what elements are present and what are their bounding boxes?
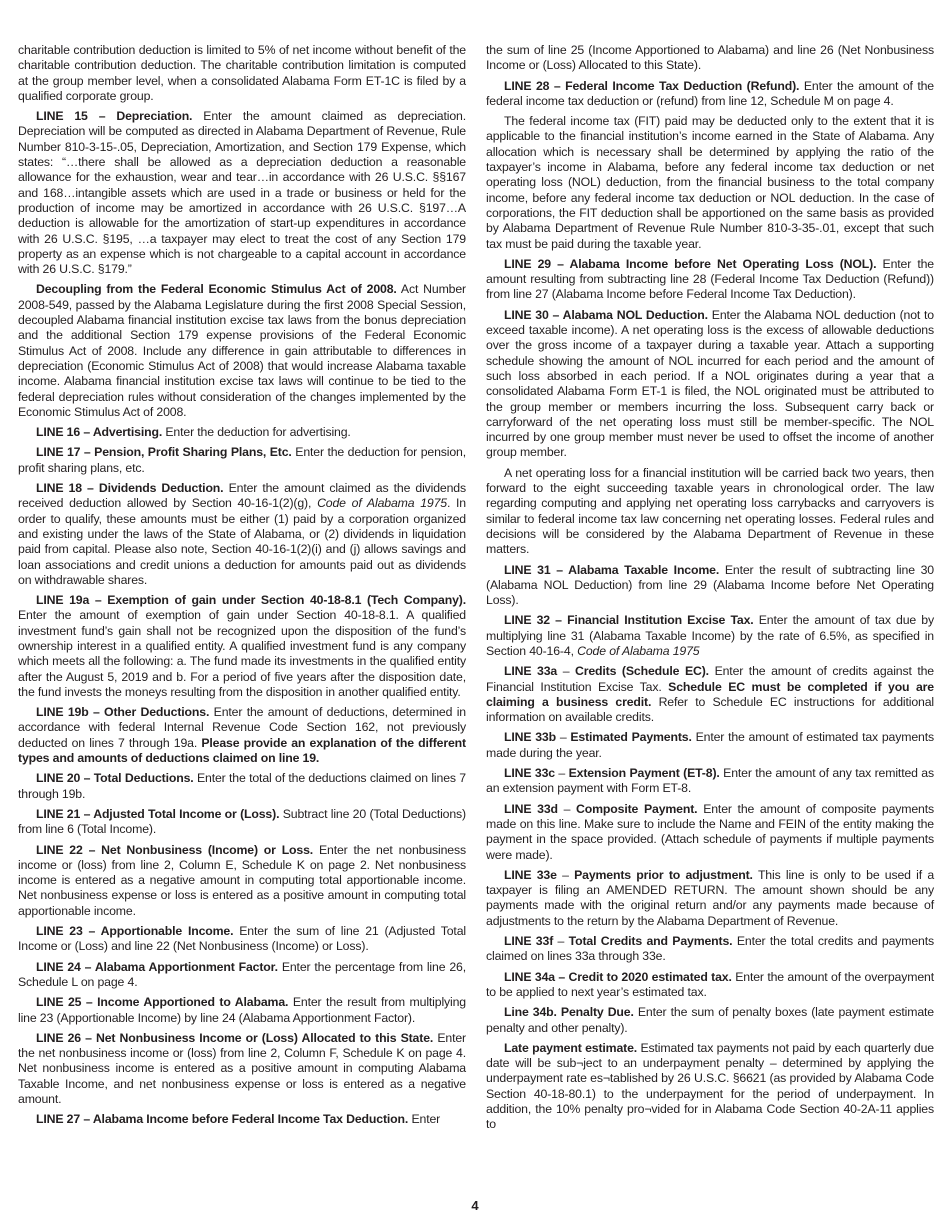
line-heading: LINE 16 – Advertising. bbox=[36, 425, 163, 440]
line-25-paragraph: LINE 25 – Income Apportioned to Alabama. Enter the result from multiplying line 23 (Apportionable Income) by line 24 (Alabama Apportionment Factor). bbox=[18, 995, 466, 1025]
line-20-paragraph: LINE 20 – Total Deductions. Enter the total of the deductions claimed on lines 7 through 19b. bbox=[18, 771, 466, 801]
line-heading: Decoupling from the Federal Economic Stimulus Act of 2008. bbox=[36, 282, 397, 297]
line-33d-paragraph: LINE 33d – Composite Payment. Enter the amount of composite payments made on this line. Make sure to include the Name and FEIN of the entity making the payment in the space provided. (Attach schedule of payments if multiple payments were made). bbox=[486, 801, 934, 862]
line-18-paragraph: LINE 18 – Dividends Deduction. Enter the amount claimed as the dividends received deduction allowed by Section 40-16-1(2)(g), Code of Alabama 1975. In order to qualify, these amounts must be either (1) paid by a corporation organized and existing under the laws of the State of Alabama, or (2) dividends in liquidation paid from capital. Please also note, Section 40-16-1(2)(i) and (j) allows savings and loan associations and credit unions a deduction for amounts paid out as dividends on withdrawable shares. bbox=[18, 481, 466, 587]
left-column bbox=[18, 43, 466, 1133]
line-33a-paragraph: LINE 33a – Credits (Schedule EC). Enter the amount of credits against the Financial Institution Excise Tax. Schedule EC must be completed if you are claiming a business credit. Refer to Schedule EC instructions for additional information on available credits. bbox=[486, 664, 934, 725]
line-34b-paragraph: Line 34b. Penalty Due. Enter the sum of penalty boxes (late payment estimate penalty and other penalty). bbox=[486, 1005, 934, 1035]
fit-paragraph: The federal income tax (FIT) paid may be deducted only to the extent that it is applicable to the financial institution’s income earned in the State of Alabama. Any allocation which is necessary shall be determined by applying the ratio of the taxpayer’s income in Alabama, before any federal income tax deduction or net operating loss (NOL) deduction, from the financial business to the total company income, before any federal income tax deduction or NOL deduction. In the case of corporations, the FIT deduction shall be apportioned on the same basis as provided by Alabama Department of Revenue Rule Number 810-3-35-.01, except that such tax must be paid during the taxable year. bbox=[486, 114, 934, 251]
line-heading: LINE 19b – Other Deductions. bbox=[36, 705, 210, 720]
line-heading: LINE 28 – Federal Income Tax Deduction (Refund). bbox=[504, 78, 800, 93]
line-heading: Line 34b. Penalty Due. bbox=[504, 1005, 634, 1020]
line-heading: LINE 27 – Alabama Income before Federal Income Tax Deduction. bbox=[36, 1112, 409, 1127]
line-heading: LINE 33b bbox=[504, 730, 556, 745]
line-33f-paragraph: LINE 33f – Total Credits and Payments. Enter the total credits and payments claimed on lines 33a through 33e. bbox=[486, 934, 934, 964]
line-heading: LINE 33e bbox=[504, 867, 557, 882]
line-heading: LINE 33c bbox=[504, 766, 555, 781]
line-heading: LINE 19a – Exemption of gain under Section 40-18-8.1 (Tech Company). bbox=[36, 593, 466, 608]
line-33e-paragraph: LINE 33e – Payments prior to adjustment. This line is only to be used if a taxpayer is filing an AMENDED RETURN. The amount shown should be any payments made with the original return and/or any payments made because of adjustments to the return by the Alabama Department of Revenue. bbox=[486, 867, 935, 928]
nol-paragraph: A net operating loss for a financial institution will be carried back two years, then forward to the eight succeeding taxable years in chronological order. The law regarding computing and applying net operating loss carrybacks and carryovers is similar to federal income tax law concerning net operating losses. Federal rules and decisions will be considered by the Alabama Department of Revenue in these matters. bbox=[486, 465, 934, 557]
line-heading: LINE 29 – Alabama Income before Net Operating Loss (NOL). bbox=[504, 256, 877, 271]
line-heading: LINE 21 – Adjusted Total Income or (Loss). bbox=[36, 806, 280, 821]
line-15-paragraph: LINE 15 – Depreciation. Enter the amount claimed as depreciation. Depreciation will be computed as directed in Alabama Department of Revenue, Rule Number 810-3-15-.05, Depreciation, Amortization, and Section 179 Expense, which states: “…there shall be allowed as a depreciation deduction a reasonable allowance for the exhaustion, wear and tear…in accordance with 26 U.S.C. §§167 and 168…intangible assets which are used in a trade or business or held for the production of income may be amortized in accordance with 26 U.S.C. §197…A deduction is allowable for the amortization of start-up expenditures in accordance with 26 U.S.C. §195, …a taxpayer may elect to treat the cost of any Section 179 property as an expense which is not chargeable to a capital account in accordance with 26 U.S.C. §179.” bbox=[18, 109, 466, 277]
decoupling-paragraph: Decoupling from the Federal Economic Stimulus Act of 2008. Act Number 2008-549, passed by the Alabama Legislature during the first 2008 Special Session, decoupled Alabama financial institution excise tax laws from the bonus depreciation and the additional Section 179 expense provisions of the Federal Economic Stimulus Act of 2008. Include any difference in gain attributable to differences in depreciation (Economic Stimulus Act of 2008) that would increase Alabama taxable income. Alabama financial institution excise tax laws will continue to be tied to the federal depreciation rules without consideration of the changes implemented by the Economic Stimulus Act of 2008. bbox=[18, 282, 466, 419]
right-column bbox=[486, 43, 934, 1138]
line-heading: LINE 31 – Alabama Taxable Income. bbox=[504, 562, 720, 577]
line-24-paragraph: LINE 24 – Alabama Apportionment Factor. Enter the percentage from line 26, Schedule L on page 4. bbox=[18, 959, 466, 989]
line-heading: Late payment estimate. bbox=[504, 1040, 638, 1055]
line-16-paragraph: LINE 16 – Advertising. Enter the deduction for advertising. bbox=[36, 425, 351, 440]
line-23-paragraph: LINE 23 – Apportionable Income. Enter the sum of line 21 (Adjusted Total Income or (Loss) and line 22 (Net Nonbusiness (Income) or Loss). bbox=[18, 924, 466, 954]
line-heading: LINE 33a bbox=[504, 664, 558, 679]
line-heading: LINE 22 – Net Nonbusiness (Income) or Loss. bbox=[36, 842, 314, 857]
line-heading: LINE 17 – Pension, Profit Sharing Plans, Etc. bbox=[36, 445, 292, 460]
line-33c-paragraph: LINE 33c – Extension Payment (ET-8). Enter the amount of any tax remitted as an extension payment with Form ET-8. bbox=[486, 766, 934, 796]
line-28-paragraph: LINE 28 – Federal Income Tax Deduction (Refund). Enter the amount of the federal income tax deduction or (refund) from line 12, Schedule M on page 4. bbox=[486, 78, 934, 108]
line-21-paragraph: LINE 21 – Adjusted Total Income or (Loss). Subtract line 20 (Total Deductions) from line 6 (Total Income). bbox=[18, 806, 466, 837]
line-heading: LINE 25 – Income Apportioned to Alabama. bbox=[36, 995, 289, 1010]
paragraph: the sum of line 25 (Income Apportioned to Alabama) and line 26 (Net Nonbusiness Income or (Loss) Allocated to this State). bbox=[486, 43, 934, 73]
late-payment-paragraph: Late payment estimate. Estimated tax payments not paid by each quarterly due date will be sub¬ject to an underpayment penalty – determined by applying the underpayment rate es¬tablished by 26 U.S.C. §6621 (as provided by Alabama Code Section 40-18-80.1) to the underpayment for the period of underpayment. In addition, the 10% penalty pro¬vided for in Alabama Code Section 40-2A-11 applies to bbox=[486, 1040, 934, 1132]
line-heading: LINE 32 – Financial Institution Excise Tax. bbox=[504, 613, 754, 628]
line-heading: LINE 33f bbox=[504, 934, 554, 949]
line-31-paragraph: LINE 31 – Alabama Taxable Income. Enter the result of subtracting line 30 (Alabama NOL Deduction) from line 29 (Alabama Income before Net Operating Loss). bbox=[486, 562, 934, 608]
line-19a-paragraph: LINE 19a – Exemption of gain under Section 40-18-8.1 (Tech Company). Enter the amount of exemption of gain under Section 40-18-8.1. A qualified investment fund’s gain shall not be recognized upon the disposition of the fund’s ownership interest in a qualified entity. A qualified investment fund is any company which meets all the following: a. The fund made its investments in the qualified entity after the August 5, 2019 and b. For a period of five years after the disposition date, the fund invests the moneys resulting from the disposition in another qualified entity. bbox=[18, 593, 466, 699]
page-number: 4 bbox=[471, 1198, 479, 1213]
line-heading: LINE 24 – Alabama Apportionment Factor. bbox=[36, 959, 278, 974]
line-17-paragraph: LINE 17 – Pension, Profit Sharing Plans, Etc. Enter the deduction for pension, profit sharing plans, etc. bbox=[18, 445, 466, 475]
line-26-paragraph: LINE 26 – Net Nonbusiness Income or (Loss) Allocated to this State. Enter the net nonbusiness income or (loss) from line 2, Column F, Schedule K on page 4. Net nonbusiness income is entered as a positive amount in computing Alabama Taxable Income, and net nonbusiness expense or loss is entered as a negative amount. bbox=[18, 1030, 466, 1106]
line-heading: LINE 20 – Total Deductions. bbox=[36, 771, 194, 786]
line-30-paragraph: LINE 30 – Alabama NOL Deduction. Enter the Alabama NOL deduction (not to exceed taxable income). A net operating loss is the excess of allowable deductions over the gross income of a taxpayer during a taxable year. Attach a supporting schedule showing the amount of NOL incurred for each period and the amount of such loss absorbed in each period. If a NOL originates during a year that a consolidated Alabama Form ET-1 is filed, the NOL originated must be attributed to the group member or members incurring the loss. Subsequent carry back or carryforward of the net operating loss must still be member-specific. The NOL incurred by one group member must never be used to offset the income of another group member. bbox=[486, 307, 934, 460]
line-heading: LINE 33d bbox=[504, 801, 558, 816]
line-heading: LINE 30 – Alabama NOL Deduction. bbox=[504, 307, 708, 322]
line-22-paragraph: LINE 22 – Net Nonbusiness (Income) or Loss. Enter the net nonbusiness income or (loss) from line 2, Column E, Schedule K on page 2. Net nonbusiness income is entered as a negative amount in computing total apportionable income. Net nonbusiness expense or loss is entered as a positive amount in computing total apportionable income. bbox=[18, 842, 466, 918]
line-heading: LINE 15 – Depreciation. bbox=[36, 109, 193, 124]
line-heading: LINE 23 – Apportionable Income. bbox=[36, 924, 234, 939]
paragraph: charitable contribution deduction is limited to 5% of net income without benefit of the charitable contribution deduction. The charitable contribution limitation is computed at the group member level, when a consolidated Alabama Form ET-1C is filed by a qualified corporate group. bbox=[18, 43, 466, 103]
line-34a-paragraph: LINE 34a – Credit to 2020 estimated tax. Enter the amount of the overpayment to be applied to next year’s estimated tax. bbox=[486, 969, 934, 999]
line-27-paragraph: LINE 27 – Alabama Income before Federal Income Tax Deduction. Enter bbox=[36, 1112, 441, 1127]
line-33b-paragraph: LINE 33b – Estimated Payments. Enter the amount of estimated tax payments made during the year. bbox=[486, 730, 934, 760]
line-heading: LINE 26 – Net Nonbusiness Income or (Loss) Allocated to this State. bbox=[36, 1030, 434, 1045]
line-heading: LINE 34a – Credit to 2020 estimated tax. bbox=[504, 969, 732, 984]
line-19b-paragraph: LINE 19b – Other Deductions. Enter the amount of deductions, determined in accordance with federal Internal Revenue Code Section 162, not previously deducted on lines 7 through 19a. Please provide an explanation of the different types and amounts of deductions claimed on line 19. bbox=[18, 705, 466, 766]
line-heading: LINE 18 – Dividends Deduction. bbox=[36, 481, 224, 496]
line-32-paragraph: LINE 32 – Financial Institution Excise Tax. Enter the amount of tax due by multiplying line 31 (Alabama Taxable Income) by the rate of 6.5%, as specified in Section 40-16-4, Code of Alabama 1975 bbox=[486, 613, 934, 658]
line-29-paragraph: LINE 29 – Alabama Income before Net Operating Loss (NOL). Enter the amount resulting from subtracting line 28 (Federal Income Tax Deduction (Refund)) from line 27 (Alabama Income before Federal Income Tax Deduction). bbox=[486, 256, 934, 302]
